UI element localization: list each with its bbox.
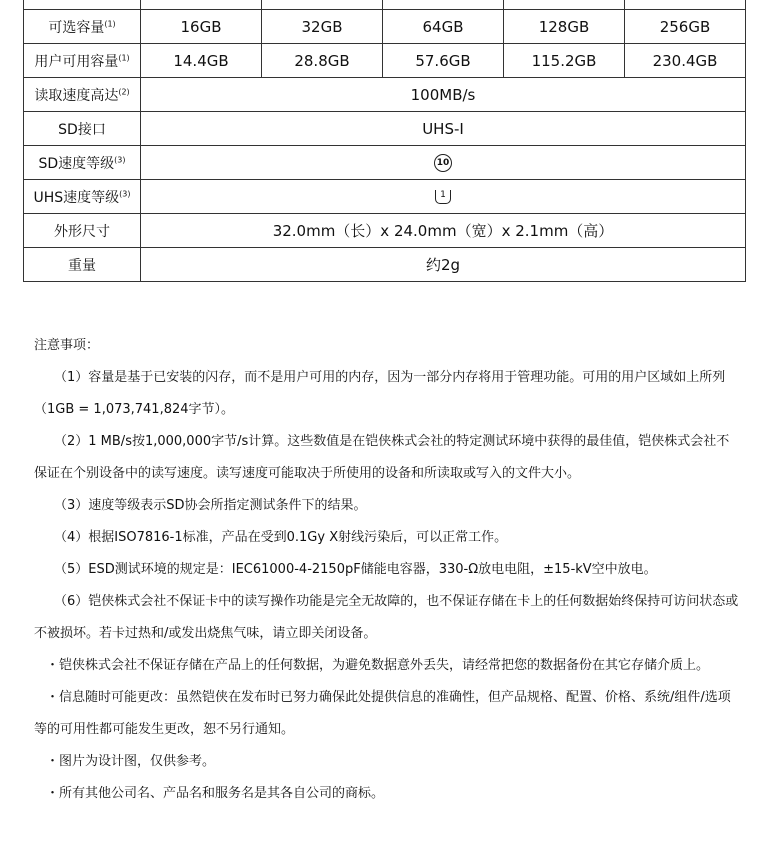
table-cell: 28.8GB — [262, 44, 383, 78]
table-cell — [383, 0, 504, 10]
note-item: （1）容量是基于已安装的闪存，而不是用户可用的内存，因为一部分内存将用于管理功能。可用的用户区域如上所列（1GB = 1,073,741,824字节）。 — [34, 370, 726, 417]
table-cell: 100MB/s — [141, 78, 746, 112]
row-header — [24, 44, 141, 78]
table-cell — [141, 0, 262, 10]
table-cell — [625, 0, 746, 10]
table-cell: 约2g — [141, 248, 746, 282]
bullet-item: ・所有其他公司名、产品名和服务名是其各自公司的商标。 — [46, 786, 385, 801]
row-header-label: 用户可用容量 — [34, 53, 119, 70]
bullet-item: ・铠侠株式会社不保证存储在产品上的任何数据，为避免数据意外丢失，请经常把您的数据备份在其它存储介质上。 — [46, 658, 710, 673]
table-cell: 64GB — [383, 10, 504, 44]
row-header — [24, 180, 141, 214]
table-cell: 57.6GB — [383, 44, 504, 78]
row-header — [24, 10, 141, 44]
row-header-label: 读取速度高达 — [34, 87, 119, 104]
table-cell: 115.2GB — [504, 44, 625, 78]
table-cell — [262, 0, 383, 10]
table-cell — [504, 0, 625, 10]
table-row — [24, 0, 746, 10]
footnote-marker: (1) — [104, 18, 116, 28]
spec-table — [23, 0, 746, 282]
footnote-marker: (1) — [118, 52, 130, 62]
note-item: （3）速度等级表示SD协会所指定测试条件下的结果。 — [54, 498, 367, 513]
table-row-weight — [24, 248, 746, 282]
table-cell: 128GB — [504, 10, 625, 44]
row-header — [24, 146, 141, 180]
table-cell: 230.4GB — [625, 44, 746, 78]
table-cell: 16GB — [141, 10, 262, 44]
row-header: 外形尺寸 — [24, 214, 141, 248]
table-cell: 32GB — [262, 10, 383, 44]
table-row-uhs-speed-class — [24, 180, 746, 214]
table-cell — [141, 146, 746, 180]
table-row-dimensions — [24, 214, 746, 248]
bullet-item: ・图片为设计图，仅供参考。 — [46, 754, 216, 769]
uhs-speed-class-1-icon: 1 — [435, 190, 451, 204]
note-item: （5）ESD测试环境的规定是：IEC61000-4-2150pF储能电容器，330-Ω放电电阻，±15-kV空中放电。 — [54, 562, 657, 577]
note-item: （4）根据ISO7816-1标准，产品在受到0.1Gy X射线污染后，可以正常工作。 — [54, 530, 508, 545]
speed-class-10-icon: 10 — [434, 154, 452, 172]
table-cell: 256GB — [625, 10, 746, 44]
table-row-read-speed — [24, 78, 746, 112]
row-header — [24, 78, 141, 112]
note-item: （2）1 MB/s按1,000,000字节/s计算。这些数值是在铠侠株式会社的特定测试环境中获得的最佳值，铠侠株式会社不保证在个别设备中的读写速度。读写速度可能取决于所使用的设备和所读取或写入的文件大小。 — [34, 434, 730, 481]
row-header-label: 可选容量 — [48, 19, 105, 36]
table-cell: 14.4GB — [141, 44, 262, 78]
footnote-marker: (3) — [114, 154, 126, 164]
bullet-item: ・信息随时可能更改：虽然铠侠在发布时已努力确保此处提供信息的准确性，但产品规格、配置、价格、系统/组件/选项等的可用性都可能发生更改，恕不另行通知。 — [34, 690, 731, 737]
table-cell — [141, 180, 746, 214]
table-row-sd-speed-class — [24, 146, 746, 180]
row-header-label: SD速度等级 — [38, 155, 115, 172]
row-header: SD接口 — [24, 112, 141, 146]
footnote-marker: (3) — [119, 188, 131, 198]
table-cell: UHS-I — [141, 112, 746, 146]
table-cell: 32.0mm（长）x 24.0mm（宽）x 2.1mm（高） — [141, 214, 746, 248]
table-row-user-capacity — [24, 44, 746, 78]
note-item: （6）铠侠株式会社不保证卡中的读写操作功能是完全无故障的，也不保证存储在卡上的任何数据始终保持可访问状态或不被损坏。若卡过热和/或发出烧焦气味，请立即关闭设备。 — [34, 594, 739, 641]
notes-section — [34, 330, 739, 810]
table-cell — [24, 0, 141, 10]
row-header: 重量 — [24, 248, 141, 282]
row-header-label: UHS速度等级 — [33, 189, 120, 206]
table-row-capacity — [24, 10, 746, 44]
footnote-marker: (2) — [118, 86, 130, 96]
table-row-interface — [24, 112, 746, 146]
notes-title: 注意事项： — [34, 338, 100, 353]
